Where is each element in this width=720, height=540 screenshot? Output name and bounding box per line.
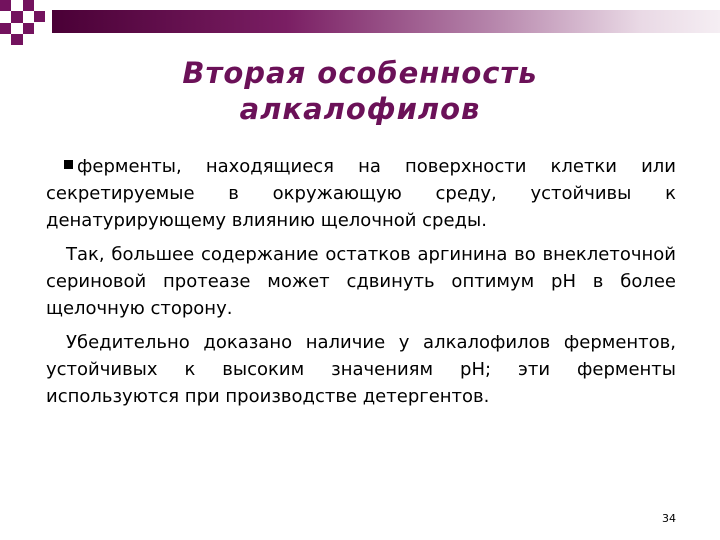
decor-square [11,34,23,45]
page-number: 34 [662,512,676,525]
decor-square [23,23,34,34]
bullet-paragraph [46,153,676,234]
decor-square [0,0,11,11]
decor-square [23,0,34,11]
decor-square [11,11,23,23]
bullet-text: ферменты, находящиеся на поверхности клетки или секретируемые в окружающую среду, устойчивы к денатурирующему влиянию щелочной среды. [46,156,676,231]
gradient-bar [52,10,720,33]
paragraph-2: Так, большее содержание остатков аргинина во внеклеточной сериновой протеазе может сдвинуть оптимум рН в более щелочную сторону. [46,244,676,319]
slide-body [46,153,676,417]
title-line-1: Вторая особенность [182,56,538,90]
paragraph-3: Убедительно доказано наличие у алкалофилов ферментов, устойчивых к высоким значениям рН; эти ферменты используются при производстве детергентов. [46,332,676,407]
decor-square [34,11,45,22]
slide-title [0,55,720,127]
header-decoration [0,0,720,50]
square-bullet-icon [64,160,73,169]
decor-square [0,23,11,34]
title-line-2: алкалофилов [239,92,481,126]
